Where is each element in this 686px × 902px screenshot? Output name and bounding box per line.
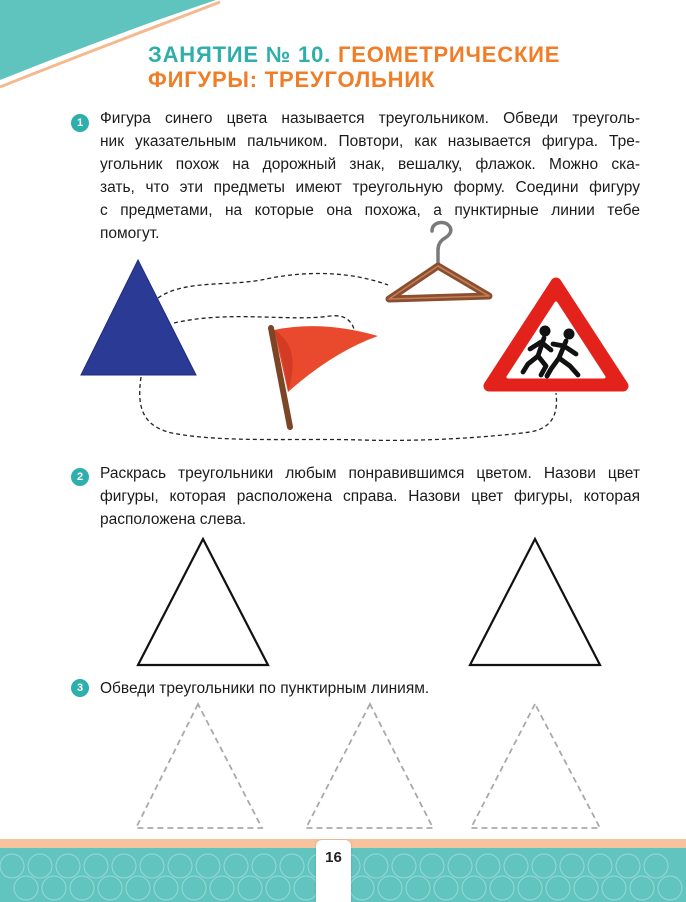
outline-triangle-left	[138, 539, 268, 665]
lesson-number: ЗАНЯТИЕ № 10.	[148, 42, 332, 67]
blue-triangle	[81, 260, 196, 375]
task1-line: зать, что эти предметы имеют треугольную форму. Соедини фигуру	[100, 179, 640, 196]
child-left-head	[540, 326, 551, 337]
child-right-head	[564, 329, 575, 340]
task-number-badge-2: 2	[71, 468, 89, 486]
dashed-triangle-left	[136, 704, 262, 828]
lesson-topic-part2: ФИГУРЫ: ТРЕУГОЛЬНИК	[148, 67, 436, 92]
task1-line: угольник похож на дорожный знак, вешалку, флажок. Можно ска-	[100, 156, 640, 173]
children-crossing-sign-icon	[489, 283, 623, 386]
outline-triangle-right	[470, 539, 600, 665]
hanger-body	[389, 266, 489, 299]
task3-text	[100, 677, 640, 700]
red-flag-icon	[271, 326, 378, 427]
task1-line: ник указательным пальчиком. Повтори, как называется фигура. Тре-	[100, 133, 640, 150]
task1-illustration	[81, 223, 623, 441]
title-line-1	[148, 42, 560, 67]
lesson-title	[148, 42, 560, 92]
dashed-triangle-right	[471, 704, 600, 828]
dashed-line-to-hanger	[158, 273, 388, 298]
page-number: 16	[316, 840, 351, 902]
task1-line: Фигура синего цвета называется треугольником. Обведи треуголь-	[100, 110, 640, 127]
task2-line: расположена слева.	[100, 511, 247, 528]
task-number-badge-3: 3	[71, 679, 89, 697]
task2-text	[100, 462, 640, 531]
lesson-topic-part1: ГЕОМЕТРИЧЕСКИЕ	[337, 42, 561, 67]
task-number-badge-1: 1	[71, 114, 89, 132]
task3-triangles	[136, 704, 600, 828]
task1-line: помогут.	[100, 225, 160, 242]
task2-triangles	[138, 539, 600, 665]
task1-text	[100, 107, 640, 245]
task2-line: Раскрась треугольники любым понравившимся цветом. Назови цвет	[100, 465, 640, 482]
task1-line: с предметами, на которые она похожа, а пунктирные линии тебе	[100, 202, 640, 219]
task2-line: фигуры, которая расположена справа. Назови цвет фигуры, которая	[100, 488, 640, 505]
dashed-triangle-middle	[306, 704, 433, 828]
task3-line: Обведи треугольники по пунктирным линиям.	[100, 680, 430, 697]
